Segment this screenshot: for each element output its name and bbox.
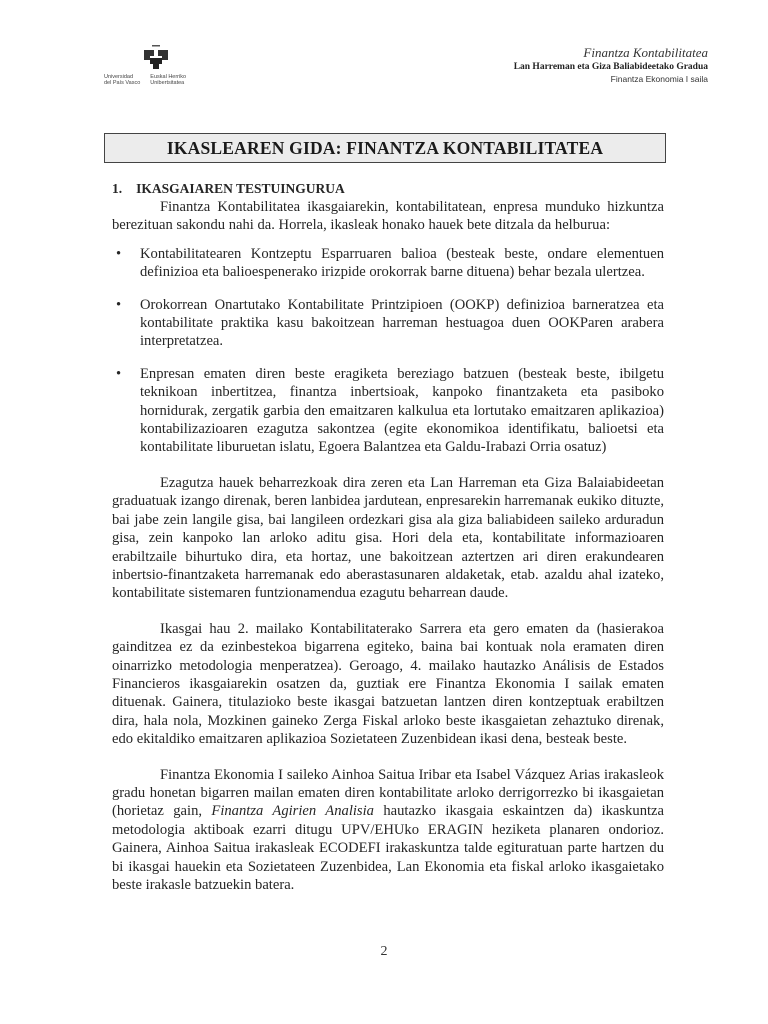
paragraph-4-part-1: Finantza Ekonomia I saileko Ainhoa Saitua Iribar eta Isabel Vázquez Arias irakasleok gradu honetan bigarren mailan ematen diren kontabilitate arloko derrigorrezko bi ikasgaietan (horietaz gain,: [112, 766, 664, 820]
document-title: IKASLEAREN GIDA: FINANTZA KONTABILITATEA: [166, 137, 604, 158]
bullet-icon: •: [116, 296, 122, 313]
university-logo: [104, 44, 214, 94]
list-item-text: Enpresan ematen diren beste eragiketa bereziago batzuen (besteak beste, ibilgetu teknikoan inbertitzea, finantza inbertsioak, kanpoko finantzaketa eta pasiboko hornidurak, zergatik garbia den emaitzaren kalkulua eta lortutako emaitzaren aplikazioa) kontabilizazioaren ezagutza sakontzea (egite ekonomikoa identifikatu, balioetsi eta kontabilitate liburuetan islatu, Egoera Balantzea eta Galdu-Irabazi Orria osatuz): [140, 365, 664, 456]
paragraph-2: Ezagutza hauek beharrezkoak dira zeren eta Lan Harreman eta Giza Balaiabideetan graduatuak izango direnak, beren lanbidea jardutean, enpresarekin harremanak eukiko dituzte, bai jabe zein langile gisa, bai langileen ordezkari gisa ala giza baliabideen saileko arduradun gisa, zein kanpoko lan arloko aditu gisa. Hori dela eta, kontabilitate informazioaren erabiltzaile bihurtuko dira, eta hortaz, une bakoitzean aztertzen ari diren erakundearen inbertsio-finantzaketa harremanak edo aberastasunaren aldaketak, etab. azaldu ahal izateko, kontabilitate sistemaren funtzionamendua ezagutu beharrean daude.: [112, 474, 664, 602]
list-item: [112, 245, 664, 282]
header-title: Finantza Kontabilitatea: [583, 45, 708, 60]
document-title-box: [104, 133, 666, 163]
list-item-text: Orokorrean Onartutako Kontabilitate Printzipioen (OOKP) definizioa barneratzea eta kontabilitate praktika kasu bakoitzean harreman hestuagoa duen OOKParen arabera interpretatzea.: [140, 296, 664, 350]
intro-paragraph: Finantza Kontabilitatea ikasgaiarekin, kontabilitatean, enpresa munduko hizkuntza berezituan sakondu nahi da. Horrela, ikasleak honako hauek bete ditzala da helburua:: [112, 199, 664, 234]
page-number: 2: [380, 944, 388, 959]
logo-text-eu-2: Unibertsitatea: [150, 80, 185, 86]
objectives-list: [112, 245, 664, 457]
bullet-icon: •: [116, 365, 122, 382]
bullet-icon: •: [116, 245, 122, 262]
logo-text-es-2: del País Vasco: [104, 80, 141, 86]
logo-text-es-1: Universidad: [104, 74, 134, 80]
header-department: Finantza Ekonomia I saila: [610, 74, 708, 84]
page-header: [514, 45, 708, 85]
section-number: 1.: [112, 181, 123, 196]
university-emblem-icon: [136, 44, 176, 72]
list-item: [112, 365, 664, 457]
paragraph-4: [112, 766, 664, 895]
logo-text-eu-1: Euskal Herriko: [150, 74, 187, 80]
paragraph-4-part-2: hautazko ikasgaia eskaintzen da) ikaskuntza metodologia aktiboak ezarri ditugu UPV/EHUko ERAGIN heziketa planaren ondorioz. Gainera, Ainhoa Saitua irakasleak ECODEFI irakaskuntza talde egituratuan parte hartzen du bi ikasgai hauekin eta Sozietateen Zuzenbidea, Lan Ekonomia eta fiskal arloko ikasgaietako beste irakasle batzuekin batera.: [112, 803, 664, 893]
section-heading: [112, 180, 664, 198]
list-item-text: Kontabilitatearen Kontzeptu Esparruaren balioa (besteak beste, ondare elementuen definizioa eta balioespenerako irizpide orokorrak barne dituena) behar bezala ulertzea.: [140, 245, 664, 281]
document-body: [112, 180, 664, 894]
paragraph-3: Ikasgai hau 2. mailako Kontabilitaterako Sarrera eta gero ematen da (hasierakoa gainditzea ez da ezinbestekoa bigarrena egiteko, baina bai kontuak nola eramaten diren oinarrizko metodologia menperatzea). Geroago, 4. mailako hautazko Análisis de Estados Financieros ikasgaiarekin osatzen da, guztiak ere Finantza Ekonomia I sailak ematen dituenak. Gainera, titulazioko beste ikasgai batzuetan lantzen diren kontzeptuak erabiltzen dira, hala nola, Mozkinen gaineko Zerga Fiskal arloko beste ikasgaietan zehaztuko direnak, edo ekitaldiko emaitzaren aplikazioa Sozietateen Zuzenbidean ikasi dena, besteak beste.: [112, 620, 664, 748]
header-degree: Lan Harreman eta Giza Baliabideetako Gradua: [513, 62, 708, 72]
list-item: [112, 296, 664, 351]
paragraph-4-course-name: Finantza Agirien Analisia: [211, 803, 374, 820]
section-title: IKASGAIAREN TESTUINGURUA: [136, 181, 345, 196]
